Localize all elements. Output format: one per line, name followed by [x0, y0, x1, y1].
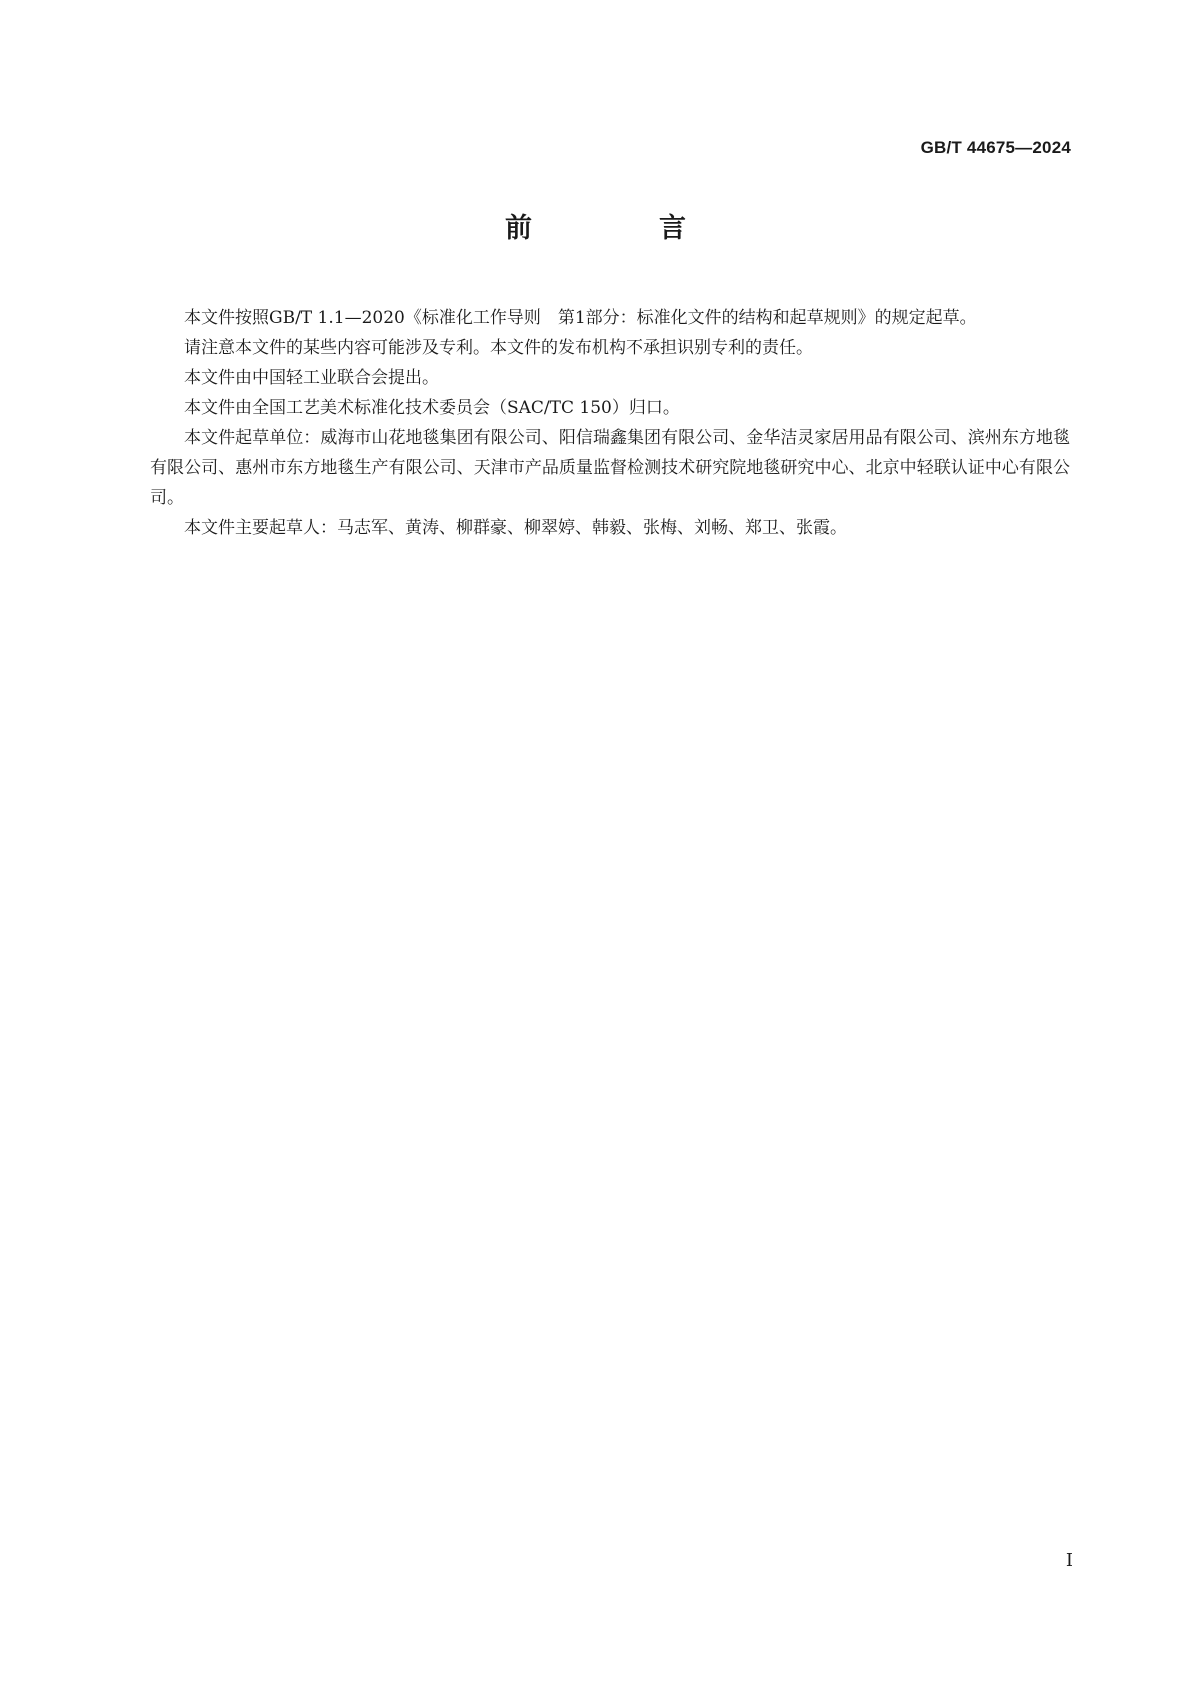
page-title: 前 言: [505, 213, 736, 244]
paragraph-proposer: 本文件由中国轻工业联合会提出。: [184, 368, 439, 388]
paragraph-drafting-rules: 本文件按照GB/T 1.1—2020《标准化工作导则 第1部分：标准化文件的结构和起草规则》的规定起草。: [184, 308, 977, 328]
standard-number: GB/T 44675—2024: [920, 138, 1071, 157]
paragraph-technical-committee: 本文件由全国工艺美术标准化技术委员会（SAC/TC 150）归口。: [184, 398, 680, 418]
foreword-body: [150, 303, 1070, 543]
paragraph-patent-notice: 请注意本文件的某些内容可能涉及专利。本文件的发布机构不承担识别专利的责任。: [184, 338, 813, 358]
page-number: I: [1065, 1550, 1073, 1571]
paragraph-drafters: 本文件主要起草人：马志军、黄涛、柳群豪、柳翠婷、韩毅、张梅、刘畅、郑卫、张霞。: [184, 518, 847, 538]
paragraph-drafting-units: 本文件起草单位：威海市山花地毯集团有限公司、阳信瑞鑫集团有限公司、金华洁灵家居用品有限公司、滨州东方地毯有限公司、惠州市东方地毯生产有限公司、天津市产品质量监督检测技术研究院地毯研究中心、北京中轻联认证中心有限公司。: [150, 428, 1070, 508]
